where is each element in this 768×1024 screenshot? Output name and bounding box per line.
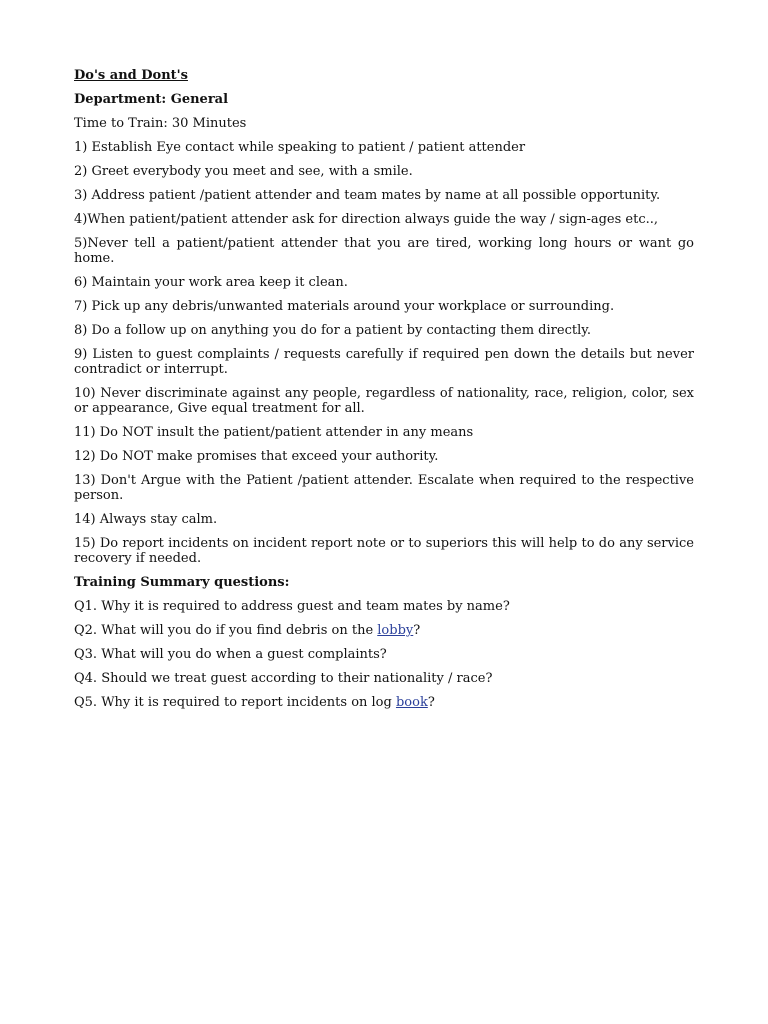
question-q5-text: Q5. Why it is required to report incidents on log: [74, 695, 396, 710]
question-q5-end: ?: [427, 695, 435, 710]
rule-item: 11) Do NOT insult the patient/patient attender in any means: [74, 425, 474, 440]
lobby-link[interactable]: lobby: [377, 623, 414, 638]
rule-item: 14) Always stay calm.: [74, 512, 218, 527]
rule-item: 8) Do a follow up on anything you do for a patient by contacting them directly.: [74, 323, 591, 338]
rule-item: 9) Listen to guest complaints / requests carefully if required pen down the details but never contradict or interrupt.: [74, 347, 694, 377]
summary-heading: Training Summary questions:: [74, 575, 290, 590]
question-q1: Q1. Why it is required to address guest and team mates by name?: [74, 599, 510, 614]
rule-item: 10) Never discriminate against any people, regardless of nationality, race, religion, color, sex or appearance, Give equal treatment for all.: [74, 386, 694, 416]
document-page: [74, 68, 694, 719]
rule-item: 7) Pick up any debris/unwanted materials around your workplace or surrounding.: [74, 299, 615, 314]
question-q3: Q3. What will you do when a guest complaints?: [74, 647, 387, 662]
question-q2-text: Q2. What will you do if you find debris on the: [74, 623, 378, 638]
document-title: Do's and Dont's: [74, 68, 188, 83]
time-to-train: Time to Train: 30 Minutes: [74, 116, 247, 131]
rule-item: 4)When patient/patient attender ask for direction always guide the way / sign-ages etc..,: [74, 212, 659, 227]
rule-item: 1) Establish Eye contact while speaking to patient / patient attender: [74, 140, 526, 155]
question-q4: Q4. Should we treat guest according to their nationality / race?: [74, 671, 493, 686]
question-q2: [74, 623, 694, 638]
rule-item: 12) Do NOT make promises that exceed your authority.: [74, 449, 439, 464]
rule-item: 15) Do report incidents on incident report note or to superiors this will help to do any service recovery if needed.: [74, 536, 694, 566]
question-q2-end: ?: [413, 623, 421, 638]
department-heading: Department: General: [74, 92, 229, 107]
rule-item: 13) Don't Argue with the Patient /patient attender. Escalate when required to the respective person.: [74, 473, 694, 503]
rule-item: 6) Maintain your work area keep it clean.: [74, 275, 348, 290]
rule-item: 5)Never tell a patient/patient attender that you are tired, working long hours or want go home.: [74, 236, 694, 266]
rule-item: 2) Greet everybody you meet and see, with a smile.: [74, 164, 413, 179]
question-q5: [74, 695, 694, 710]
rule-item: 3) Address patient /patient attender and team mates by name at all possible opportunity.: [74, 188, 661, 203]
book-link[interactable]: book: [395, 695, 428, 710]
